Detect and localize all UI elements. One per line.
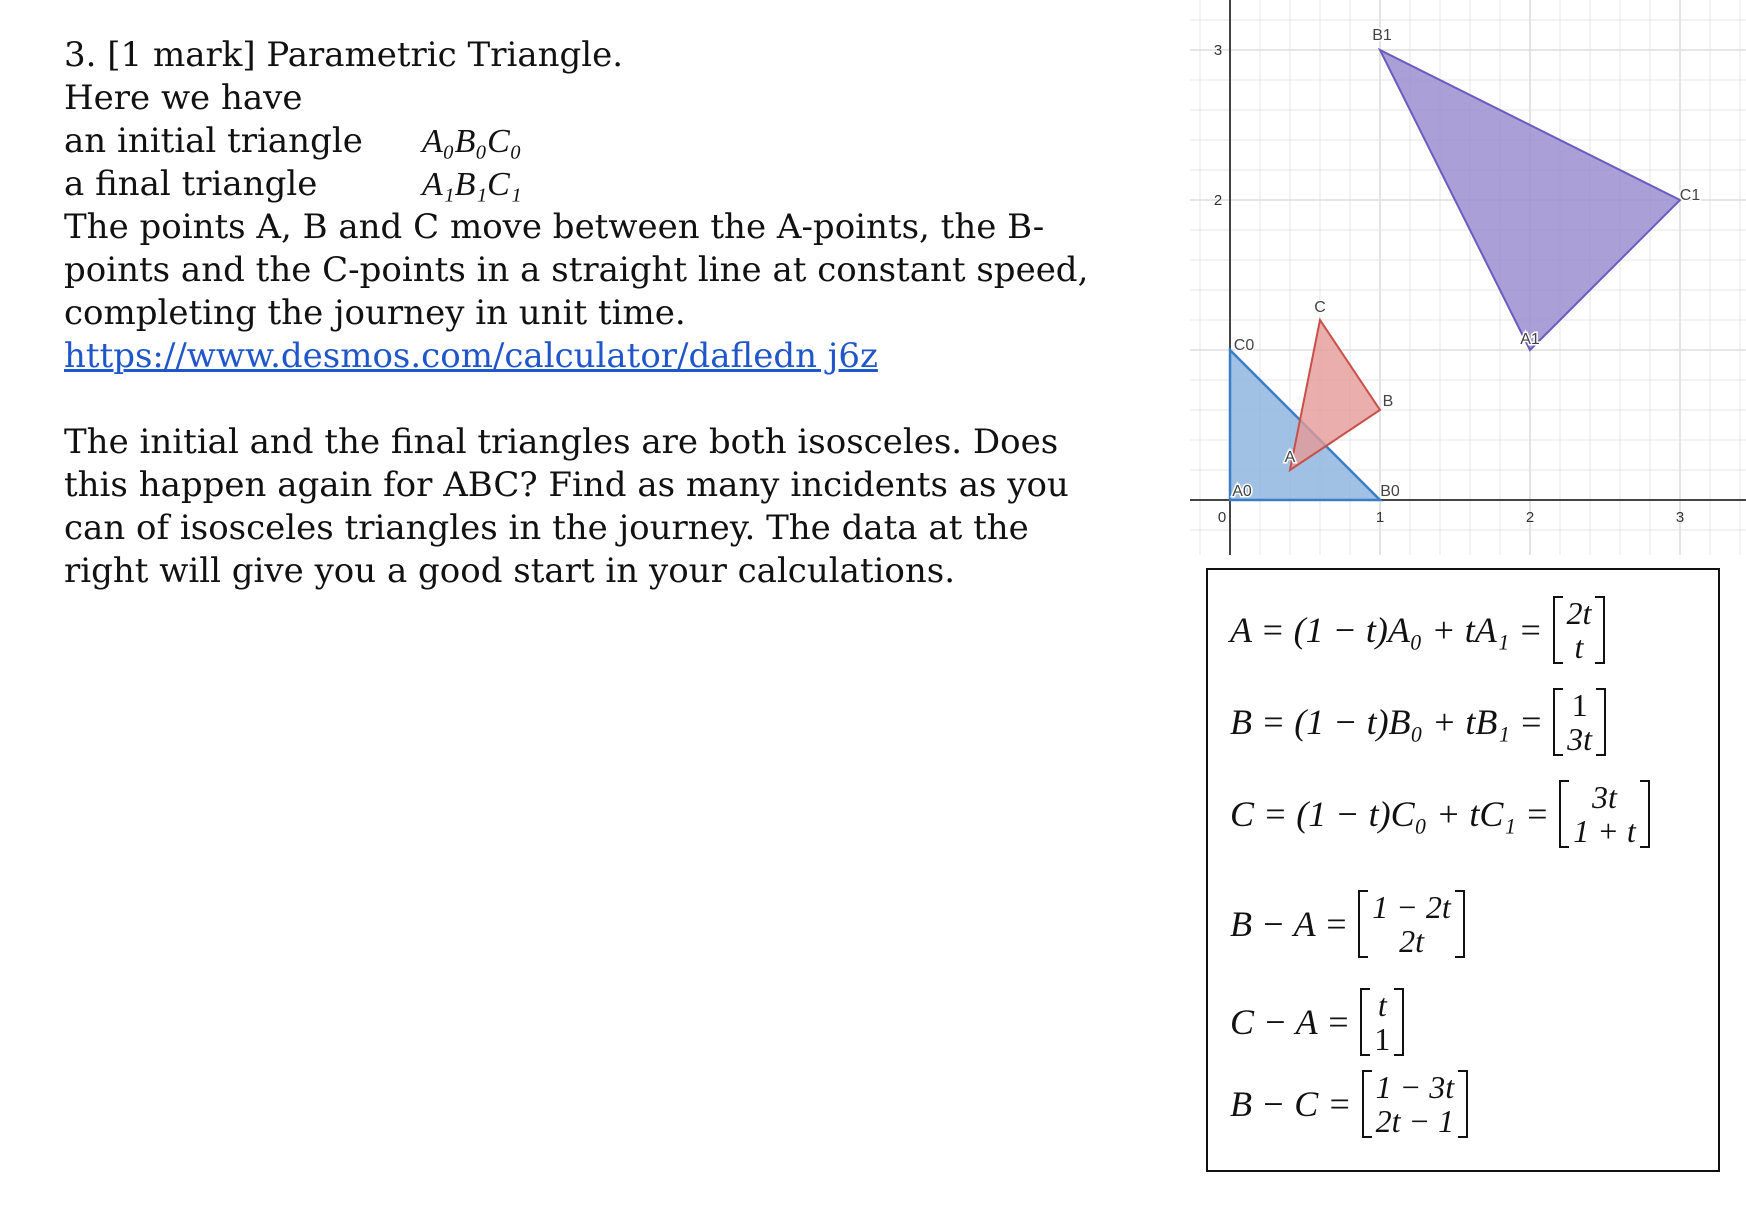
problem-heading: 3. [1 mark] Parametric Triangle. — [64, 35, 624, 75]
initial-triangle-row — [64, 120, 1164, 163]
difference-b-c-lhs: B − C = — [1230, 1084, 1352, 1124]
equation-a — [1230, 596, 1605, 664]
point-label-c: C — [1314, 299, 1326, 316]
point-label-b1: B1 — [1372, 27, 1392, 44]
equation-c-bottom: 1 + t — [1573, 813, 1636, 849]
current-triangle — [1290, 320, 1380, 470]
point-label-c1: C1 — [1679, 187, 1701, 204]
difference-c-a — [1230, 988, 1404, 1056]
problem-text — [64, 34, 1164, 593]
difference-c-a-bottom: 1 — [1374, 1021, 1391, 1057]
difference-c-a-top: t — [1377, 987, 1387, 1023]
desmos-link[interactable]: https://www.desmos.com/calculator/dafledn j6z — [64, 336, 878, 376]
y-tick-label: 2 — [1213, 192, 1223, 209]
difference-c-a-vector — [1360, 988, 1404, 1056]
final-triangle-label: a final triangle — [64, 164, 318, 204]
x-tick-label: 2 — [1525, 509, 1535, 526]
equation-b-bottom: 3t — [1567, 721, 1593, 757]
y-tick-label: 3 — [1213, 42, 1223, 59]
difference-b-a — [1230, 890, 1465, 958]
equation-a-top: 2t — [1566, 595, 1592, 631]
final-triangle-row — [64, 163, 1164, 206]
para1-line-2: points and the C-points in a straight line at constant speed, — [64, 250, 1089, 290]
difference-b-c-vector — [1362, 1070, 1468, 1138]
equation-c — [1230, 780, 1650, 848]
difference-c-a-lhs: C − A = — [1230, 1002, 1351, 1042]
difference-b-a-bottom: 2t — [1399, 923, 1424, 959]
para2-line-4: right will give you a good start in your calculations. — [64, 551, 956, 591]
final-triangle-value: A₁B₁C₁ — [422, 166, 522, 203]
initial-triangle-value: A₀B₀C₀ — [422, 123, 522, 160]
initial-triangle-label: an initial triangle — [64, 121, 363, 161]
x-tick-label: 3 — [1675, 509, 1685, 526]
point-label-b: B — [1382, 393, 1394, 410]
point-label-c0: C0 — [1233, 337, 1255, 354]
difference-b-c-bottom: 2t − 1 — [1375, 1103, 1455, 1139]
equation-b-top: 1 — [1571, 687, 1588, 723]
equation-box — [1206, 568, 1720, 1172]
equation-c-vector — [1559, 780, 1649, 848]
equation-a-bottom: t — [1574, 629, 1584, 665]
equation-a-lhs: A = (1 − t)A₀ + tA₁ = — [1230, 610, 1543, 650]
point-label-b0: B0 — [1380, 483, 1400, 500]
equation-c-lhs: C = (1 − t)C₀ + tC₁ = — [1230, 794, 1550, 834]
point-label-a1: A1 — [1520, 331, 1540, 348]
equation-b-vector — [1553, 688, 1606, 756]
equation-b — [1230, 688, 1606, 756]
intro-line: Here we have — [64, 78, 303, 118]
para1-line-1: The points A, B and C move between the A-points, the B- — [64, 207, 1045, 247]
para1-line-3: completing the journey in unit time. — [64, 293, 686, 333]
difference-b-a-lhs: B − A = — [1230, 904, 1349, 944]
equation-a-vector — [1553, 596, 1606, 664]
difference-b-a-top: 1 − 2t — [1372, 889, 1451, 925]
x-tick-label: 1 — [1375, 509, 1385, 526]
x-tick-label: 0 — [1217, 509, 1227, 526]
para2-line-3: can of isosceles triangles in the journey. The data at the — [64, 508, 1029, 548]
difference-b-c — [1230, 1070, 1468, 1138]
graph-canvas — [1190, 0, 1746, 555]
point-label-a0: A0 — [1232, 483, 1252, 500]
equation-b-lhs: B = (1 − t)B₀ + tB₁ = — [1230, 702, 1544, 742]
point-label-a: A — [1284, 449, 1296, 466]
equation-c-top: 3t — [1592, 779, 1617, 815]
desmos-graph — [1190, 0, 1746, 555]
difference-b-c-top: 1 − 3t — [1375, 1069, 1455, 1105]
difference-b-a-vector — [1358, 890, 1464, 958]
para2-line-1: The initial and the final triangles are both isosceles. Does — [64, 422, 1059, 462]
para2-line-2: this happen again for ABC? Find as many incidents as you — [64, 465, 1069, 505]
